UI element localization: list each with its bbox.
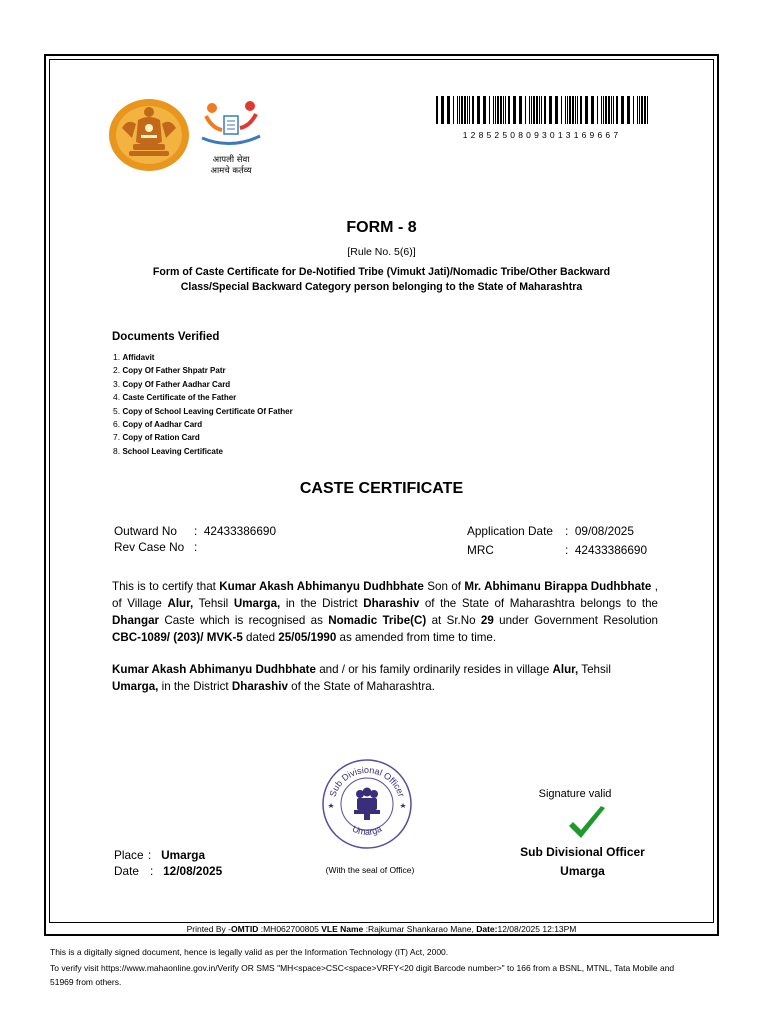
date-label: Date <box>114 864 139 878</box>
para1-text: Son of <box>423 580 465 593</box>
para1-text: Caste which is recognised as <box>159 614 329 627</box>
barcode-bar <box>477 96 480 124</box>
rev-case-label: Rev Case No <box>114 540 185 554</box>
barcode-bar <box>508 96 510 124</box>
document-item-label: Copy Of Father Shpatr Patr <box>122 366 226 376</box>
barcode-bar <box>472 96 474 124</box>
printed-text: :MH062700805 <box>258 924 322 934</box>
barcode-bar <box>536 96 538 124</box>
barcode-bar <box>525 96 526 124</box>
barcode-bar <box>519 96 522 124</box>
document-item <box>113 351 293 364</box>
barcode-bar <box>637 96 638 124</box>
barcode-bar <box>641 96 643 124</box>
document-item <box>113 431 293 444</box>
signing-officer-place: Umarga <box>560 864 605 878</box>
caste-name: Dhangar <box>112 614 160 627</box>
barcode-bar <box>500 96 502 124</box>
mrc-value: 42433386690 <box>574 543 648 557</box>
barcode-bar <box>467 96 468 124</box>
aapli-seva-logo <box>198 98 264 178</box>
barcode-bar <box>565 96 566 124</box>
barcode-bar <box>533 96 535 124</box>
para1-text: in the District <box>280 597 364 610</box>
barcode-bar <box>577 96 578 124</box>
maharashtra-emblem-icon <box>108 98 190 172</box>
barcode-bar <box>575 96 576 124</box>
svg-text:Umarga <box>351 824 383 837</box>
resolution-date: 25/05/1990 <box>278 631 337 644</box>
form-title: FORM - 8 <box>346 219 417 236</box>
document-item <box>113 364 293 377</box>
barcode-bar <box>591 96 594 124</box>
barcode-bar <box>608 96 610 124</box>
barcode-bar <box>549 96 552 124</box>
barcode-bar <box>505 96 506 124</box>
document-item-number: 6. <box>113 419 121 430</box>
application-date-colon: : <box>565 524 569 538</box>
para2-text: Tehsil <box>578 663 611 676</box>
serial-number: 29 <box>480 614 494 627</box>
document-item <box>113 418 293 431</box>
signing-officer-title: Sub Divisional Officer <box>520 845 645 859</box>
vle-label: VLE Name <box>321 924 364 934</box>
barcode-bar <box>580 96 582 124</box>
office-seal-icon <box>318 758 416 850</box>
barcode-bar <box>441 96 444 124</box>
outward-label: Outward No <box>114 524 177 538</box>
father-name: Mr. Abhimanu Birappa Dudhbhate <box>464 580 652 593</box>
footer-verify-line <box>50 961 740 989</box>
outward-row <box>114 524 276 538</box>
barcode-bar <box>469 96 470 124</box>
rev-case-row <box>114 540 204 554</box>
footer-verify-line2: 51969 from others. <box>50 977 122 987</box>
document-item <box>113 391 293 404</box>
mrc-colon: : <box>565 543 569 557</box>
service-hands-icon <box>198 98 264 150</box>
barcode-number: 12852508093013169667 <box>462 130 622 140</box>
document-item-label: Copy of Aadhar Card <box>122 420 203 430</box>
category-name: Nomadic Tribe(C) <box>328 614 427 627</box>
document-item-label: Copy of School Leaving Certificate Of Father <box>122 406 293 416</box>
barcode-bar <box>541 96 542 124</box>
barcode-bar <box>457 96 458 124</box>
document-item <box>113 445 293 458</box>
signature-valid-text: Signature valid <box>538 788 612 800</box>
seal-top-text: Sub Divisional Officer <box>327 764 407 799</box>
date-value: 12/08/2025 <box>163 864 223 878</box>
document-item <box>113 405 293 418</box>
para2-text: in the District <box>158 680 232 693</box>
barcode-bar <box>436 96 438 124</box>
para1-text: , of Village <box>112 580 658 610</box>
para1-text: under Government Resolution <box>493 614 659 627</box>
barcode-bar <box>461 96 463 124</box>
applicant-name: Kumar Akash Abhimanyu Dudhbhate <box>219 580 424 593</box>
barcode-bar <box>544 96 546 124</box>
form-rule: [Rule No. 5(6)] <box>347 246 416 258</box>
para1-text: Tehsil <box>193 597 234 610</box>
barcode-bar <box>453 96 454 124</box>
omtid-label: OMTID <box>230 924 259 934</box>
barcode-bar <box>567 96 568 124</box>
rev-case-colon: : <box>194 540 198 554</box>
para1-text: This is to certify that <box>112 580 220 593</box>
footer-legal-line: This is a digitally signed document, hence is legally valid as per the Information Technology (IT) Act, 2000. <box>50 947 449 957</box>
barcode-bar <box>539 96 540 124</box>
barcode-bar <box>497 96 499 124</box>
barcode-bar <box>605 96 607 124</box>
document-item-number: 4. <box>113 392 121 403</box>
document-item-label: Copy Of Father Aadhar Card <box>122 379 231 389</box>
barcode-bar <box>585 96 588 124</box>
printed-text: Printed By - <box>186 924 231 934</box>
para2-text: and / or his family ordinarily resides in village <box>316 663 553 676</box>
document-item-label: School Leaving Certificate <box>122 446 223 456</box>
date-row <box>114 864 222 878</box>
district-name: Dharashiv <box>231 680 288 693</box>
barcode-bar <box>555 96 558 124</box>
documents-heading: Documents Verified <box>112 331 220 343</box>
para1-text: as amended from time to time. <box>336 631 497 644</box>
para1-text: dated <box>242 631 279 644</box>
para2-text: of the State of Maharashtra. <box>287 680 435 693</box>
barcode-bar <box>572 96 574 124</box>
application-date-row <box>467 524 634 538</box>
seal-bottom-text: Umarga <box>350 823 384 838</box>
form-subtitle <box>49 265 714 295</box>
barcode-bar <box>611 96 612 124</box>
residence-paragraph <box>112 661 658 695</box>
place-row <box>114 848 205 862</box>
mrc-row <box>467 543 647 557</box>
document-item-number: 1. <box>113 352 121 362</box>
documents-list <box>113 351 293 458</box>
document-item <box>113 378 293 391</box>
district-name: Dharashiv <box>363 597 420 610</box>
applicant-name: Kumar Akash Abhimanyu Dudhbhate <box>112 663 316 676</box>
mrc-label: MRC <box>467 543 494 557</box>
logo-text-line2: आमचे कर्तव्य <box>210 166 252 176</box>
outward-colon: : <box>194 524 198 538</box>
date-colon: : <box>150 864 154 878</box>
tehsil-name: Umarga, <box>233 597 281 610</box>
form-subtitle-line2: Class/Special Backward Category person belonging to the State of Maharashtra <box>180 281 583 293</box>
document-item-label: Affidavit <box>122 353 155 362</box>
barcode-bar <box>613 96 614 124</box>
place-colon: : <box>148 848 152 862</box>
barcode-bars <box>436 96 648 124</box>
barcode-bar <box>597 96 598 124</box>
barcode-bar <box>616 96 618 124</box>
signature-valid-check-icon <box>565 804 609 844</box>
printed-date-label: Date: <box>476 924 498 934</box>
barcode-bar <box>493 96 494 124</box>
barcode-bar <box>601 96 602 124</box>
place-value: Umarga <box>161 848 206 862</box>
document-item-number: 5. <box>113 405 121 416</box>
barcode-bar <box>647 96 648 124</box>
document-item-label: Copy of Ration Card <box>122 433 200 443</box>
certification-paragraph <box>112 578 658 646</box>
barcode-bar <box>447 96 450 124</box>
document-item-number: 8. <box>113 445 121 456</box>
barcode-bar <box>644 96 646 124</box>
barcode-bar <box>531 96 532 124</box>
barcode-bar <box>529 96 530 124</box>
para1-text: at Sr.No <box>426 614 481 627</box>
document-item-number: 3. <box>113 378 121 389</box>
barcode-bar <box>483 96 486 124</box>
barcode-bar <box>639 96 640 124</box>
place-label: Place <box>114 848 144 862</box>
seal-caption: (With the seal of Office) <box>325 865 415 875</box>
government-resolution: CBC-1089/ (203)/ MVK-5 <box>112 631 243 644</box>
barcode <box>436 96 648 140</box>
document-item-label: Caste Certificate of the Father <box>122 393 237 403</box>
barcode-bar <box>513 96 516 124</box>
barcode-bar <box>459 96 460 124</box>
certificate-title: CASTE CERTIFICATE <box>299 480 464 497</box>
application-date-value: 09/08/2025 <box>574 524 634 538</box>
village-name: Alur, <box>167 597 194 610</box>
barcode-bar <box>495 96 496 124</box>
barcode-bar <box>561 96 562 124</box>
footer-verify-line1: To verify visit https://www.mahaonline.gov.in/Verify OR SMS "MH<space>CSC<space>VRFY<20 digit Barcode number>" to 166 from a BSNL, MTNL, Tata Mobile and <box>50 963 675 973</box>
barcode-bar <box>569 96 571 124</box>
barcode-bar <box>464 96 466 124</box>
barcode-bar <box>489 96 490 124</box>
barcode-bar <box>627 96 630 124</box>
barcode-bar <box>503 96 504 124</box>
form-subtitle-line1: Form of Caste Certificate for De-Notified Tribe (Vimukt Jati)/Nomadic Tribe/Other Backward <box>152 266 611 278</box>
tehsil-name: Umarga, <box>112 680 159 693</box>
document-item-number: 7. <box>113 432 121 443</box>
village-name: Alur, <box>552 663 579 676</box>
application-date-label: Application Date <box>467 524 553 538</box>
outward-value: 42433386690 <box>203 524 277 538</box>
printed-by-bar <box>49 923 714 936</box>
barcode-bar <box>633 96 634 124</box>
para1-text: of the State of Maharashtra belongs to the <box>419 597 659 610</box>
barcode-bar <box>603 96 604 124</box>
printed-text: :Rajkumar Shankarao Mane, <box>363 924 477 934</box>
logo-text-line1: आपली सेवा <box>212 155 250 165</box>
printed-text: 12/08/2025 12:13PM <box>497 924 577 934</box>
barcode-bar <box>621 96 624 124</box>
document-item-number: 2. <box>113 365 121 376</box>
